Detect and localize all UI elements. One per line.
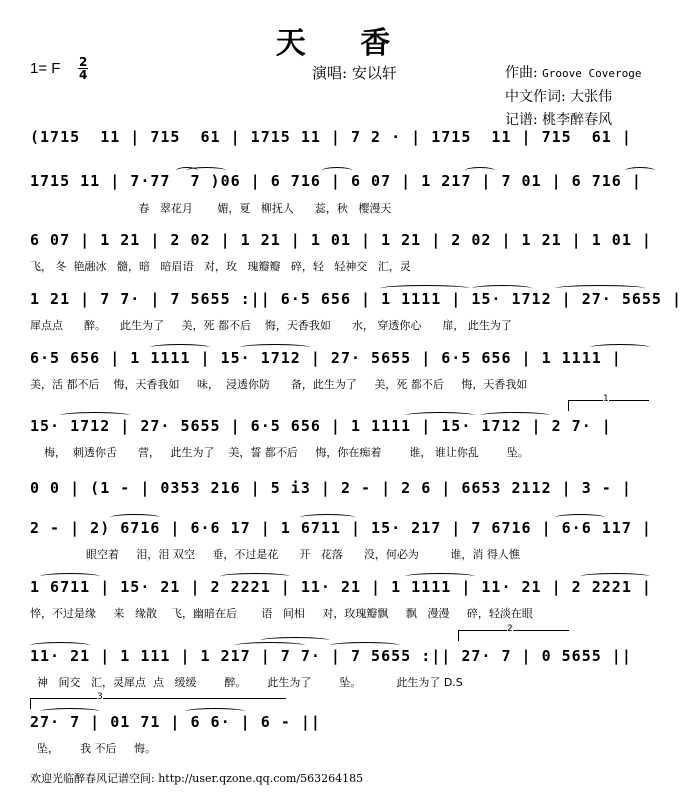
slur-mark (240, 344, 310, 351)
composer-name: Groove Coveroge (542, 67, 642, 80)
notation-row-3: 6 07 | 1 21 | 2 02 | 1 21 | 1 01 | 1 21 | 2 02 | 1 21 | 1 01 | (30, 231, 652, 249)
slur-mark (220, 573, 290, 580)
slur-mark (625, 167, 655, 174)
slur-mark (110, 514, 160, 521)
slur-mark (260, 637, 330, 644)
slur-mark (30, 642, 90, 649)
slur-mark (186, 167, 226, 174)
lyricist-credit: 中文作词: 大张伟 (505, 89, 613, 105)
slur-mark (330, 642, 400, 649)
volta-bracket-2: 2 (458, 630, 569, 641)
notation-row-7: 0 0 | (1 - | 0353 216 | 5 i3 | 2 - | 2 6 | 6653 2112 | 3 - | (30, 479, 632, 497)
slur-mark (40, 708, 100, 715)
lyrics-row-3: 飞， 冬 艳融冰 髓，暗 暗眉语 对，玫 瑰瓣瓣 碎，轻 轻神交 汇，灵 (30, 260, 411, 273)
volta-bracket-1: 1 (568, 400, 649, 411)
composer-label: 作曲: (505, 65, 543, 81)
lyrics-row-8: 眼空着 泪，泪 双空 垂，不过是花 开 花落 没，何必为 谁，消 得人憔 (30, 548, 520, 561)
slur-mark (405, 412, 475, 419)
transcriber-credit: 记谱: 桃李醉春风 (505, 112, 613, 128)
composer-credit (505, 62, 642, 82)
notation-row-9: 1 6711 | 15· 21 | 2 2221 | 11· 21 | 1 1111 | 11· 21 | 2 2221 | (30, 578, 652, 596)
key-signature: 1= F (30, 60, 61, 77)
meter-top: 2 (79, 55, 88, 69)
slur-mark (555, 285, 645, 292)
lyrics-row-9: 悴，不过是缘 来 缘散 飞，幽暗在后 语 间相 对，玫瑰瓣飘 飘 漫漫 碎，轻淡在眼 (30, 607, 533, 620)
song-title: 天 香 (275, 26, 413, 61)
notation-row-10: 11· 21 | 1 111 | 1 217 | 7 7· | 7 5655 :|| 27· 7 | 0 5655 || (30, 647, 632, 665)
lyrics-row-2: 春 翠花月 媚，夏 柳抚人 蕊，秋 樱漫天 (30, 202, 392, 215)
slur-mark (480, 412, 550, 419)
lyrics-row-6: 梅， 刺透你舌 营， 此生为了 美，誓 都不后 悔，你在痴着 谁， 谁让你乱 坠。 (30, 446, 529, 459)
lyrics-row-5: 美，活 都不后 悔，天香我如 味， 浸透你防 备，此生为了 美，死 都不后 悔，天香我如 (30, 378, 528, 391)
notation-row-4: 1 21 | 7 7· | 7 5655 :|| 6·5 656 | 1 1111 | 15· 1712 | 27· 5655 | (30, 290, 682, 308)
notation-row-1: (1715 11 | 715 61 | 1715 11 | 7 2 · | 1715 11 | 715 61 | (30, 128, 632, 146)
time-signature (78, 56, 88, 81)
singer-credit: 演唱: 安以轩 (312, 64, 397, 82)
slur-mark (60, 412, 130, 419)
notation-row-2: 1715 11 | 7·77 7 )06 | 6 716 | 6 07 | 1 217 | 7 01 | 6 716 | (30, 172, 642, 190)
meter-bottom: 4 (79, 68, 88, 82)
lyrics-row-11: 坠， 我 不后 悔。 (30, 742, 156, 755)
slur-mark (465, 167, 495, 174)
slur-mark (40, 573, 100, 580)
notation-row-5: 6·5 656 | 1 1111 | 15· 1712 | 27· 5655 | 6·5 656 | 1 1111 | (30, 349, 622, 367)
slur-mark (380, 285, 470, 292)
slur-mark (405, 573, 475, 580)
lyrics-row-4: 犀点点 醉。 此生为了 美，死 都不后 悔，天香我如 水， 穿透你心 扉， 此生为了 (30, 319, 512, 332)
footer-note: 欢迎光临醉春风记谱空间: http://user.qzone.qq.com/563264185 (30, 772, 364, 785)
volta-bracket-3: 3 (30, 698, 286, 709)
slur-mark (555, 514, 605, 521)
slur-mark (580, 573, 650, 580)
lyrics-row-10: 神 间交 汇，灵犀点 点 缓缓 醉。 此生为了 坠。 此生为了 D.S (30, 676, 463, 689)
slur-mark (590, 344, 650, 351)
slur-mark (472, 285, 532, 292)
slur-mark (150, 344, 210, 351)
notation-row-8: 2 - | 2) 6716 | 6·6 17 | 1 6711 | 15· 217 | 7 6716 | 6·6 117 | (30, 519, 652, 537)
notation-row-11: 27· 7 | 01 71 | 6 6· | 6 - || (30, 713, 321, 731)
notation-row-6: 15· 1712 | 27· 5655 | 6·5 656 | 1 1111 | 15· 1712 | 2 7· | (30, 417, 612, 435)
slur-mark (185, 708, 245, 715)
slur-mark (300, 514, 355, 521)
slur-mark (322, 167, 352, 174)
